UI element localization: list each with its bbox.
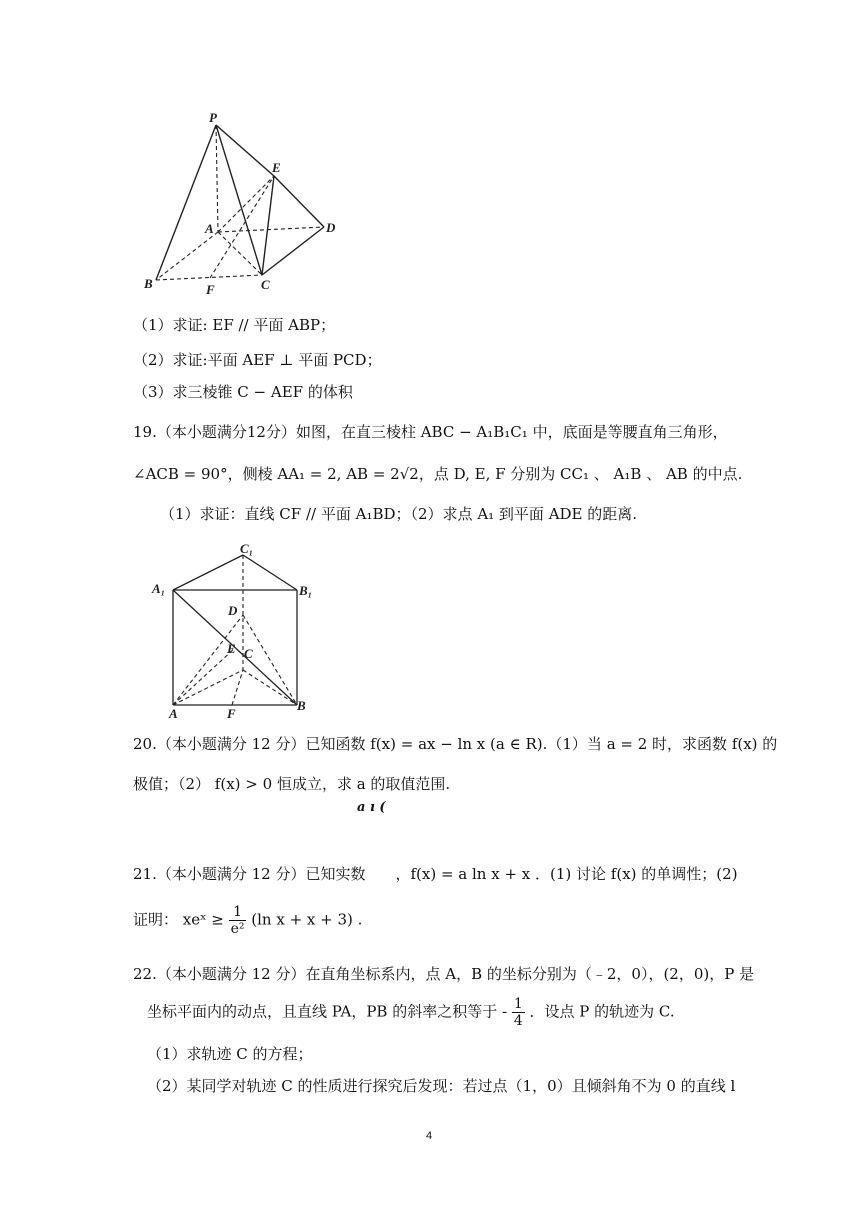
label-C1: C₁ [240, 541, 254, 556]
figure-triangular-prism [145, 540, 335, 722]
q22-line1: 22.（本小题满分 12 分）在直角坐标系内，点 A，B 的坐标分别为（﹣2，0），(2，0)，P 是 [133, 965, 755, 983]
q20-line1: 20.（本小题满分 12 分）已知函数 f(x) = ax − ln x (a ∈ R).（1）当 a = 2 时，求函数 f(x) 的 [133, 735, 778, 753]
q19-line2: ∠ACB = 90°，侧棱 AA₁ = 2, AB = 2√2，点 D, E, F 分别为 CC₁ 、 A₁B 、 AB 的中点. [133, 465, 743, 483]
q21-line2 [133, 904, 362, 937]
q22-line2 [147, 996, 675, 1029]
label-D: D [228, 603, 238, 618]
label-B1: B₁ [299, 583, 313, 598]
label-D: D [326, 220, 336, 235]
label-A: A [169, 706, 178, 721]
q22-part2: （2）某同学对轨迹 C 的性质进行探究后发现：若过点（1，0）且倾斜角不为 0 的直线 l [147, 1077, 736, 1095]
q19-line3: （1）求证：直线 CF // 平面 A₁BD；（2）求点 A₁ 到平面 ADE 的距离. [160, 505, 638, 523]
q20-image-fragment: a ı ( [357, 800, 386, 815]
q22-line2-suffix: ．设点 P 的轨迹为 C. [529, 1002, 675, 1021]
label-E: E [227, 641, 236, 656]
q18-part2: （2）求证:平面 AEF ⊥ 平面 PCD； [133, 351, 382, 369]
q21-frac-den: e² [230, 921, 245, 937]
q22-frac-num: 1 [513, 996, 523, 1012]
label-A: A [205, 221, 214, 236]
label-F: F [206, 282, 215, 297]
label-C: C [261, 277, 270, 292]
q21-line1: 21.（本小题满分 12 分）已知实数 ，f(x) = a ln x + x ．(1) 讨论 f(x) 的单调性；(2) [133, 865, 738, 883]
q21-fraction [229, 904, 247, 937]
q22-frac-den: 4 [513, 1013, 523, 1029]
q18-part3: （3）求三棱锥 C − AEF 的体积 [133, 383, 353, 401]
q20-line2: 极值；（2） f(x) > 0 恒成立，求 a 的取值范围. [133, 775, 451, 793]
q21-frac-num: 1 [229, 904, 247, 921]
label-B: B [297, 698, 306, 713]
label-C: C [244, 646, 253, 661]
label-A1: A₁ [152, 581, 166, 596]
q22-part1: （1）求轨迹 C 的方程； [147, 1045, 313, 1063]
q19-line1: 19.（本小题满分12分）如图，在直三棱柱 ABC − A₁B₁C₁ 中，底面是等腰直角三角形， [133, 423, 728, 441]
q22-line2-prefix: 坐标平面内的动点，且直线 PA，PB 的斜率之积等于 - [147, 1002, 508, 1021]
q18-part1: （1）求证: EF // 平面 ABP； [133, 316, 336, 334]
q22-fraction [512, 996, 525, 1029]
q21-line2-prefix: 证明： xeˣ ≥ [133, 910, 229, 929]
label-B: B [144, 276, 153, 291]
label-E: E [272, 160, 281, 175]
page-number: 4 [426, 1130, 433, 1142]
figure-pyramid-pabcd [130, 105, 370, 300]
label-F: F [227, 706, 236, 721]
label-P: P [209, 110, 217, 125]
q21-line2-suffix: (ln x + x + 3) . [251, 910, 363, 929]
